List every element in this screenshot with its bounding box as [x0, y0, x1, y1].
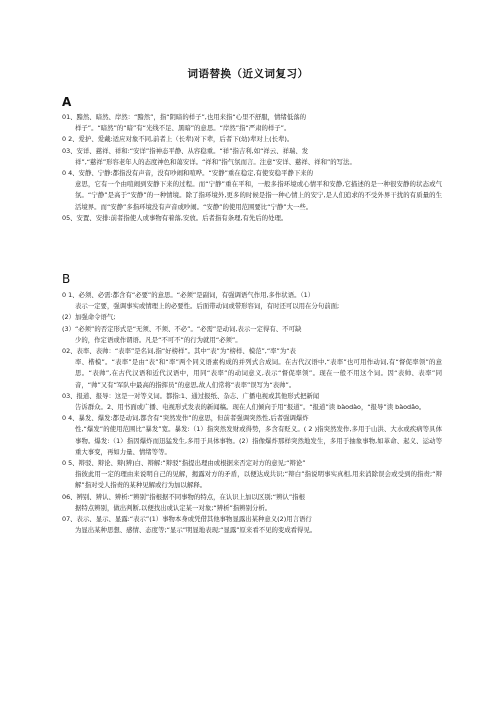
entry-b-04	[62, 413, 442, 458]
entry-first-line: (2）加强命令语气;	[62, 313, 116, 322]
entry-continuation: 据特点辨别，做出判断,以便找出或认定某一对象;“辨析”指辨别分析。	[75, 503, 272, 512]
entry-continuation: 少的，作定语或作谓语。凡是“不可不”的行为就用“必须”。	[75, 335, 242, 344]
entry-first-line: 0 5、辩驳、辩论、辩(辨)白、辩解:“辩驳”指提出理由或根据来否定对方的意见;“辩论”	[62, 459, 306, 468]
entry-continuation: 率、楷模”。“表率”是由“表”和“率”两个同义语素构成的并列式合成词。在古代汉语中,“表率”也可用作动词,有“督促率领”的意思。“表帅”,在古代汉语和近代汉语中，用同“表率”的动词意义,表示“督促率领”。现在一般不用这个词。因“表帅、表率”同音，“帅”又有“军队中最高的指挥员”的意思,故人们常将“表率”误写为“表帅”。	[75, 358, 442, 389]
entry-b-05	[62, 458, 442, 492]
entry-first-line: 0 4、安静、宁静:都指没有声音，没有吵闹和喧哗。“安静”重在稳定,有使安稳平静下来的	[62, 169, 314, 178]
entry-first-line: 02、表率、表帅：“表率”是名词,指“好榜样”。其中“表”为“榜样、模范”,“率”为“表	[62, 347, 296, 356]
entry-b-01	[62, 290, 442, 312]
entry-continuation: 样子”。“暗然”的“暗”有“光线不足、黑暗”的意思。“岸然”指“严肃的样子”。	[75, 124, 291, 133]
entry-continuation: 性,“爆发”的使用范围比“暴发”宽。暴发:（1）指突然发财或得势，多含有贬义。( 2 )指突然发作,多用于山洪、大水或疾病等具体事物。爆发:（1）指因爆炸而迅猛发生,多用于具体事物。(2）指像爆炸那样突然地发生，多用于抽象事物,如革命、起义、运动等重大事变，再如力量、情绪等等。	[75, 425, 442, 456]
entry-continuation: 祥”,“慈祥”形容老年人的态度神色和蔼安详。“祥和”指气氛而言。注意“安详、慈祥、祥和”的写法。	[75, 157, 356, 166]
entry-first-line: 0 4、暴发、爆发:都是动词,都含有“突然发作”的意思，但前者强调突然性,后者强调爆炸	[62, 414, 309, 423]
page-title: 词语替换（近义词复习）	[187, 68, 309, 80]
section-heading-b: B	[62, 272, 71, 286]
entry-continuation: 表示一定要，强调事实或情理上的必要性。后面带动词或带形容词，有时还可以用在分句前面;	[75, 302, 340, 311]
entry-first-line: 0 1、必须、必需:都含有“必要”的意思。“必须”是副词，有强调语气作用,多作状语。（1）	[62, 291, 315, 299]
entry-continuation: 意思，它有一个由喧闹到安静下来的过程。而“宁静”重在平和，一般多指环境或心情平和安静,它描述的是一种很安静的状态或气氛。“宁静”是高于“安静”的一种情境。除了指环境外,更多的时候是指一种心情上的安宁,是人们追求的不受外界干扰的有质量的生活境界。而“安静”多指环境没有声音或吵闹。“安静”的使用范围要比“宁静”大一些。	[75, 180, 442, 211]
entry-first-line: 06、辨别、辨认、辨析:“辨别”指根据不同事物的特点，在认识上加以区别;“辨认”指根	[62, 492, 305, 501]
entry-b-07	[62, 514, 442, 536]
section-heading-a: A	[62, 95, 72, 109]
entry-first-line: 07、表示、显示、显露:“表示”(1）事物本身或凭借其他事物显露出某种意义(2)用言语行	[62, 515, 312, 524]
entry-first-line: 05、安置、安排:前者指使人或事物有着落,安放。后者指有条理,有先后的处理。	[62, 213, 288, 222]
entry-a-02	[62, 134, 442, 145]
entry-continuation: 告诉群众。2、用书面或广播、电视形式发表的新闻稿。现在人们倾向于用“报道”。“报道”读 bàodào，“报导”读 bàodǎo。	[75, 403, 426, 412]
entry-b-01-3	[62, 324, 442, 346]
entry-a-04	[62, 168, 442, 213]
entry-continuation: 指彼此用一定的理由来说明自己的见解，揭露对方的矛盾，以便达成共识;“辩白”指说明事实真相,用来消除误会或受到的指责;“辩解”指对受人指责的某种见解或行为加以解释。	[75, 470, 442, 490]
entry-a-05	[62, 213, 442, 224]
entry-a-01	[62, 112, 442, 134]
entry-continuation: 为显出某种思想、感情、态度等;“显示”明显地表现;“显露”原来看不见的变成看得见。	[75, 526, 317, 535]
entry-b-01-2	[62, 312, 442, 323]
entry-first-line: 03、报道、报导：这是一对等义词。都指:1、通过报纸、杂志、广播电视或其他形式把新闻	[62, 391, 320, 400]
entry-b-06	[62, 492, 442, 514]
entry-first-line: 03、安详、慈祥、祥和:“安详”指神态平静、从容稳重。“祥”指吉利,如“祥云、祥瑞、发	[62, 146, 309, 155]
entry-first-line: 0 2、爱护、爱戴:适应对象不同,前者上（长辈)对下辈，后者下(幼)辈对上(长辈)。	[62, 135, 294, 144]
entry-b-02	[62, 346, 442, 391]
section-b-body	[62, 290, 442, 536]
section-a-body	[62, 112, 442, 224]
entry-first-line: 01、黯然、暗然、岸然：“黯然”，指“阴暗的样子”,也用来指“心里不舒服，情绪低落的	[62, 113, 306, 121]
entry-b-03	[62, 391, 442, 413]
entry-first-line: (3）“必须”的否定形式是“无须、不须、不必”。“必需”是动词,表示一定得有、不可缺	[62, 324, 302, 333]
entry-a-03	[62, 146, 442, 168]
